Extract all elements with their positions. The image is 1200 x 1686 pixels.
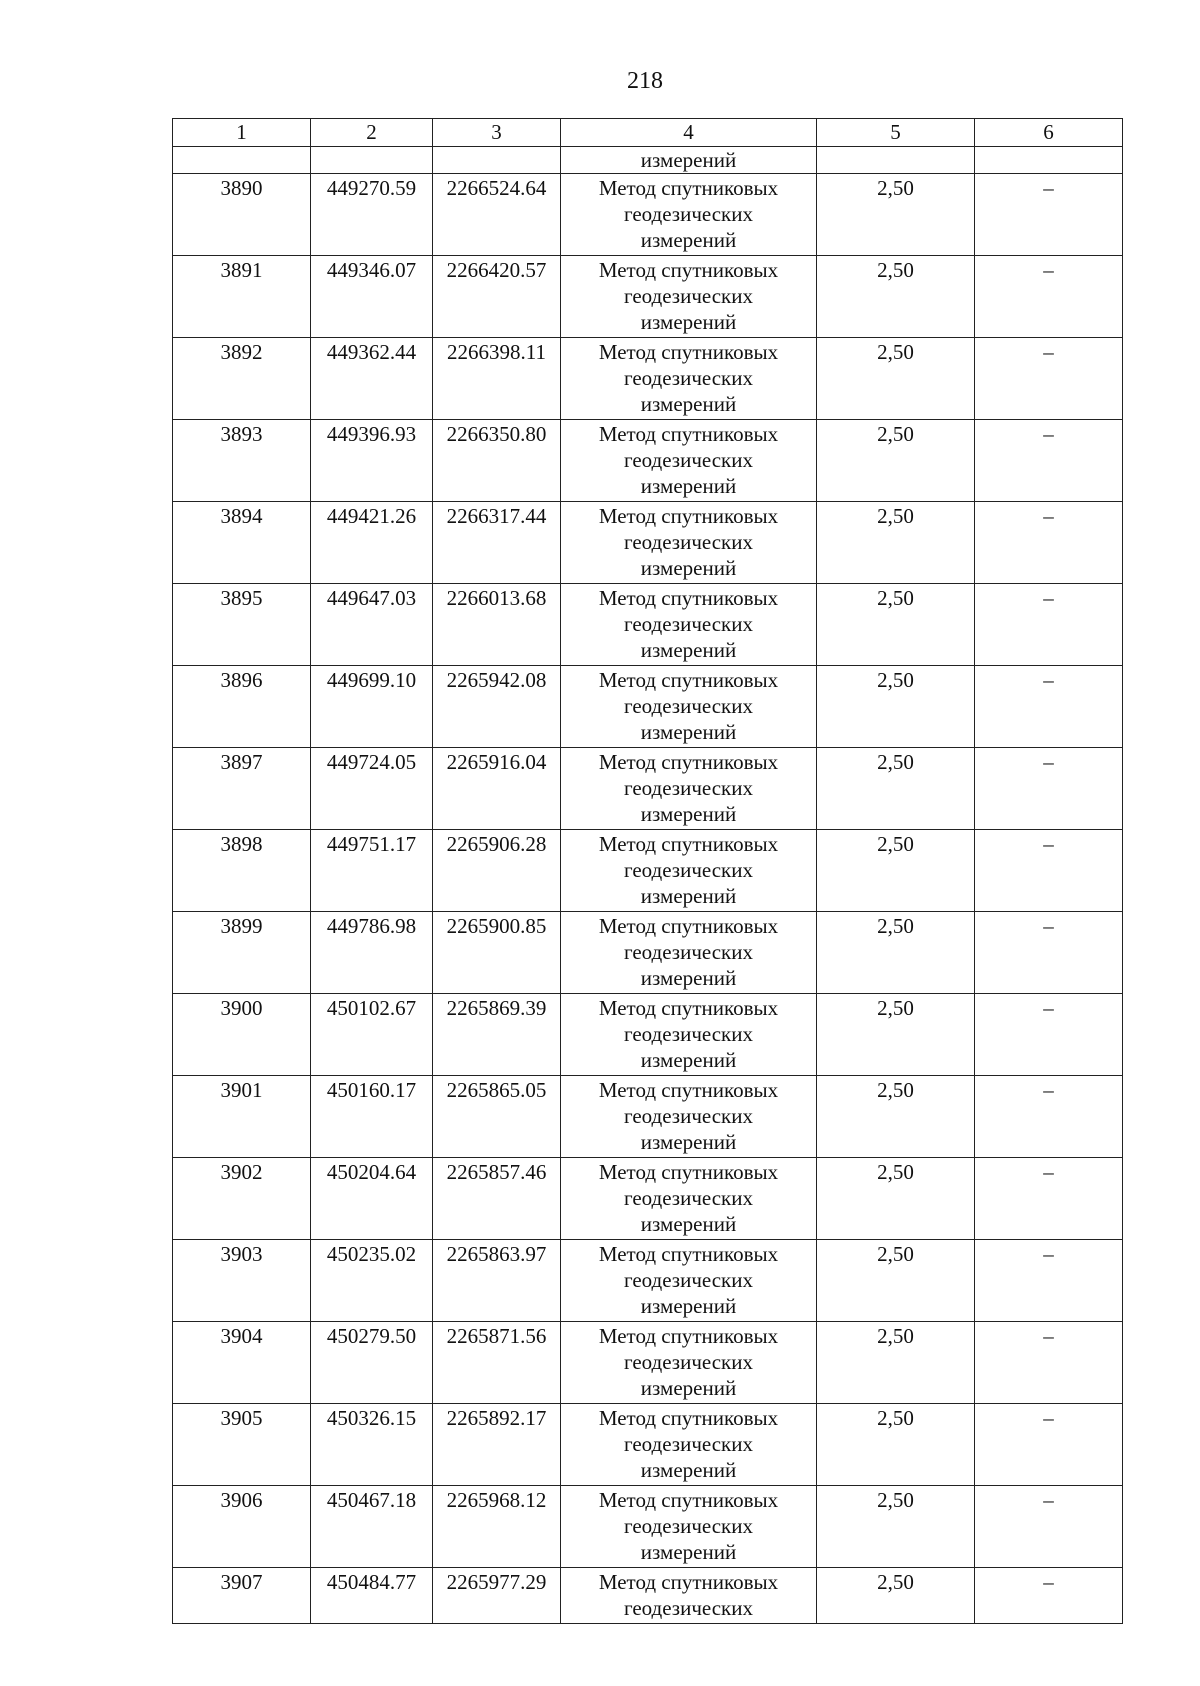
header-row: [173, 119, 1123, 147]
method-line: Метод спутниковых: [598, 1324, 779, 1348]
table-row: [173, 174, 1123, 256]
method-cell: [561, 912, 817, 994]
note-cell: –: [975, 256, 1123, 338]
accuracy-cell: 2,50: [817, 1158, 975, 1240]
table-row: [173, 584, 1123, 666]
page-number: 218: [627, 68, 663, 94]
method-line: геодезических: [623, 366, 753, 390]
note-cell: –: [975, 174, 1123, 256]
point-number-cell: 3899: [173, 912, 311, 994]
table-body: [173, 147, 1123, 1624]
y-coordinate-cell: 2265865.05: [433, 1076, 561, 1158]
table-row: [173, 420, 1123, 502]
table-row: [173, 1076, 1123, 1158]
note-cell: –: [975, 1240, 1123, 1322]
x-coordinate-cell: 449751.17: [311, 830, 433, 912]
table-row: [173, 748, 1123, 830]
point-number-cell: 3902: [173, 1158, 311, 1240]
note-cell: –: [975, 1568, 1123, 1624]
method-cell: [561, 502, 817, 584]
x-coordinate-cell: 449724.05: [311, 748, 433, 830]
method-line: измерений: [640, 310, 737, 334]
header-col-3: 3: [433, 119, 561, 147]
method-cell: [561, 666, 817, 748]
x-coordinate-cell: 450467.18: [311, 1486, 433, 1568]
y-coordinate-cell: 2266013.68: [433, 584, 561, 666]
method-line: измерений: [640, 1130, 737, 1154]
table-cell: [975, 147, 1123, 174]
method-line: измерений: [640, 474, 737, 498]
method-line: геодезических: [623, 1104, 753, 1128]
y-coordinate-cell: 2266524.64: [433, 174, 561, 256]
note-cell: –: [975, 1158, 1123, 1240]
method-line: геодезических: [623, 1596, 753, 1620]
method-line: измерений: [640, 966, 737, 990]
method-line: Метод спутниковых: [598, 1242, 779, 1266]
table-row: [173, 1404, 1123, 1486]
continuation-text: измерений: [561, 147, 817, 174]
method-line: измерений: [640, 556, 737, 580]
x-coordinate-cell: 449362.44: [311, 338, 433, 420]
y-coordinate-cell: 2265916.04: [433, 748, 561, 830]
table-row: [173, 830, 1123, 912]
method-cell: [561, 994, 817, 1076]
x-coordinate-cell: 449647.03: [311, 584, 433, 666]
method-line: геодезических: [623, 1186, 753, 1210]
accuracy-cell: 2,50: [817, 338, 975, 420]
note-cell: –: [975, 1076, 1123, 1158]
table-cell: [173, 147, 311, 174]
x-coordinate-cell: 450160.17: [311, 1076, 433, 1158]
y-coordinate-cell: 2265863.97: [433, 1240, 561, 1322]
accuracy-cell: 2,50: [817, 584, 975, 666]
method-cell: [561, 1158, 817, 1240]
point-number-cell: 3891: [173, 256, 311, 338]
method-line: геодезических: [623, 1432, 753, 1456]
method-line: Метод спутниковых: [598, 1078, 779, 1102]
table-row: [173, 912, 1123, 994]
point-number-cell: 3901: [173, 1076, 311, 1158]
table-row: [173, 1240, 1123, 1322]
header-col-1: 1: [173, 119, 311, 147]
method-line: Метод спутниковых: [598, 750, 779, 774]
point-number-cell: 3896: [173, 666, 311, 748]
method-cell: [561, 338, 817, 420]
y-coordinate-cell: 2266317.44: [433, 502, 561, 584]
method-line: Метод спутниковых: [598, 586, 779, 610]
y-coordinate-cell: 2265942.08: [433, 666, 561, 748]
note-cell: –: [975, 1486, 1123, 1568]
method-line: измерений: [640, 1540, 737, 1564]
method-cell: [561, 1322, 817, 1404]
point-number-cell: 3892: [173, 338, 311, 420]
header-col-2: 2: [311, 119, 433, 147]
method-line: Метод спутниковых: [598, 504, 779, 528]
accuracy-cell: 2,50: [817, 1486, 975, 1568]
method-line: Метод спутниковых: [598, 1160, 779, 1184]
point-number-cell: 3904: [173, 1322, 311, 1404]
header-col-6: 6: [975, 119, 1123, 147]
x-coordinate-cell: 449270.59: [311, 174, 433, 256]
method-cell: [561, 256, 817, 338]
accuracy-cell: 2,50: [817, 1404, 975, 1486]
x-coordinate-cell: 450235.02: [311, 1240, 433, 1322]
method-line: геодезических: [623, 1268, 753, 1292]
note-cell: –: [975, 748, 1123, 830]
x-coordinate-cell: 450326.15: [311, 1404, 433, 1486]
method-line: геодезических: [623, 530, 753, 554]
method-line: Метод спутниковых: [598, 258, 779, 282]
table-cell: [817, 147, 975, 174]
accuracy-cell: 2,50: [817, 1568, 975, 1624]
method-line: Метод спутниковых: [598, 1488, 779, 1512]
note-cell: –: [975, 830, 1123, 912]
point-number-cell: 3890: [173, 174, 311, 256]
method-line: измерений: [640, 884, 737, 908]
method-line: измерений: [640, 1212, 737, 1236]
y-coordinate-cell: 2265892.17: [433, 1404, 561, 1486]
y-coordinate-cell: 2265977.29: [433, 1568, 561, 1624]
table-row: [173, 1568, 1123, 1624]
y-coordinate-cell: 2266420.57: [433, 256, 561, 338]
point-number-cell: 3900: [173, 994, 311, 1076]
accuracy-cell: 2,50: [817, 174, 975, 256]
accuracy-cell: 2,50: [817, 1240, 975, 1322]
note-cell: –: [975, 666, 1123, 748]
accuracy-cell: 2,50: [817, 502, 975, 584]
method-line: измерений: [640, 1048, 737, 1072]
accuracy-cell: 2,50: [817, 666, 975, 748]
x-coordinate-cell: 449346.07: [311, 256, 433, 338]
method-line: измерений: [640, 1376, 737, 1400]
x-coordinate-cell: 450484.77: [311, 1568, 433, 1624]
accuracy-cell: 2,50: [817, 912, 975, 994]
note-cell: –: [975, 502, 1123, 584]
y-coordinate-cell: 2265857.46: [433, 1158, 561, 1240]
y-coordinate-cell: 2266350.80: [433, 420, 561, 502]
method-line: геодезических: [623, 1022, 753, 1046]
note-cell: –: [975, 338, 1123, 420]
header-col-4: 4: [561, 119, 817, 147]
x-coordinate-cell: 449421.26: [311, 502, 433, 584]
method-line: Метод спутниковых: [598, 1570, 779, 1594]
method-line: Метод спутниковых: [598, 422, 779, 446]
continuation-row: [173, 147, 1123, 174]
point-number-cell: 3897: [173, 748, 311, 830]
method-line: Метод спутниковых: [598, 914, 779, 938]
method-line: измерений: [640, 1458, 737, 1482]
x-coordinate-cell: 450204.64: [311, 1158, 433, 1240]
method-cell: [561, 1404, 817, 1486]
method-line: геодезических: [623, 448, 753, 472]
method-line: Метод спутниковых: [598, 1406, 779, 1430]
note-cell: –: [975, 420, 1123, 502]
method-cell: [561, 1076, 817, 1158]
table-row: [173, 256, 1123, 338]
accuracy-cell: 2,50: [817, 256, 975, 338]
method-line: геодезических: [623, 858, 753, 882]
x-coordinate-cell: 449396.93: [311, 420, 433, 502]
point-number-cell: 3894: [173, 502, 311, 584]
method-cell: [561, 748, 817, 830]
point-number-cell: 3906: [173, 1486, 311, 1568]
method-line: измерений: [640, 638, 737, 662]
accuracy-cell: 2,50: [817, 748, 975, 830]
accuracy-cell: 2,50: [817, 1076, 975, 1158]
method-line: Метод спутниковых: [598, 668, 779, 692]
method-cell: [561, 830, 817, 912]
method-cell: [561, 584, 817, 666]
note-cell: –: [975, 584, 1123, 666]
method-cell: [561, 174, 817, 256]
point-number-cell: 3905: [173, 1404, 311, 1486]
table-row: [173, 502, 1123, 584]
y-coordinate-cell: 2265869.39: [433, 994, 561, 1076]
method-cell: [561, 1240, 817, 1322]
method-line: геодезических: [623, 1350, 753, 1374]
method-line: Метод спутниковых: [598, 832, 779, 856]
y-coordinate-cell: 2265900.85: [433, 912, 561, 994]
table-row: [173, 994, 1123, 1076]
y-coordinate-cell: 2265906.28: [433, 830, 561, 912]
method-cell: [561, 1486, 817, 1568]
x-coordinate-cell: 450102.67: [311, 994, 433, 1076]
accuracy-cell: 2,50: [817, 994, 975, 1076]
y-coordinate-cell: 2265871.56: [433, 1322, 561, 1404]
method-line: измерений: [640, 1294, 737, 1318]
point-number-cell: 3898: [173, 830, 311, 912]
method-line: геодезических: [623, 202, 753, 226]
method-line: геодезических: [623, 940, 753, 964]
note-cell: –: [975, 1322, 1123, 1404]
x-coordinate-cell: 449786.98: [311, 912, 433, 994]
method-line: геодезических: [623, 694, 753, 718]
x-coordinate-cell: 450279.50: [311, 1322, 433, 1404]
method-line: геодезических: [623, 776, 753, 800]
method-line: геодезических: [623, 612, 753, 636]
y-coordinate-cell: 2266398.11: [433, 338, 561, 420]
method-cell: [561, 420, 817, 502]
point-number-cell: 3903: [173, 1240, 311, 1322]
accuracy-cell: 2,50: [817, 1322, 975, 1404]
method-line: измерений: [640, 720, 737, 744]
accuracy-cell: 2,50: [817, 420, 975, 502]
method-line: геодезических: [623, 284, 753, 308]
note-cell: –: [975, 912, 1123, 994]
table-cell: [433, 147, 561, 174]
note-cell: –: [975, 1404, 1123, 1486]
note-cell: –: [975, 994, 1123, 1076]
header-col-5: 5: [817, 119, 975, 147]
table-row: [173, 1158, 1123, 1240]
coordinates-table: [172, 118, 1123, 1624]
method-cell: [561, 1568, 817, 1624]
method-line: Метод спутниковых: [598, 996, 779, 1020]
point-number-cell: 3893: [173, 420, 311, 502]
table-row: [173, 1322, 1123, 1404]
table-row: [173, 666, 1123, 748]
method-line: Метод спутниковых: [598, 340, 779, 364]
method-line: измерений: [640, 228, 737, 252]
table-row: [173, 1486, 1123, 1568]
table-row: [173, 338, 1123, 420]
y-coordinate-cell: 2265968.12: [433, 1486, 561, 1568]
table-cell: [311, 147, 433, 174]
accuracy-cell: 2,50: [817, 830, 975, 912]
point-number-cell: 3907: [173, 1568, 311, 1624]
method-line: Метод спутниковых: [598, 176, 779, 200]
method-line: измерений: [640, 392, 737, 416]
x-coordinate-cell: 449699.10: [311, 666, 433, 748]
point-number-cell: 3895: [173, 584, 311, 666]
method-line: геодезических: [623, 1514, 753, 1538]
method-line: измерений: [640, 802, 737, 826]
